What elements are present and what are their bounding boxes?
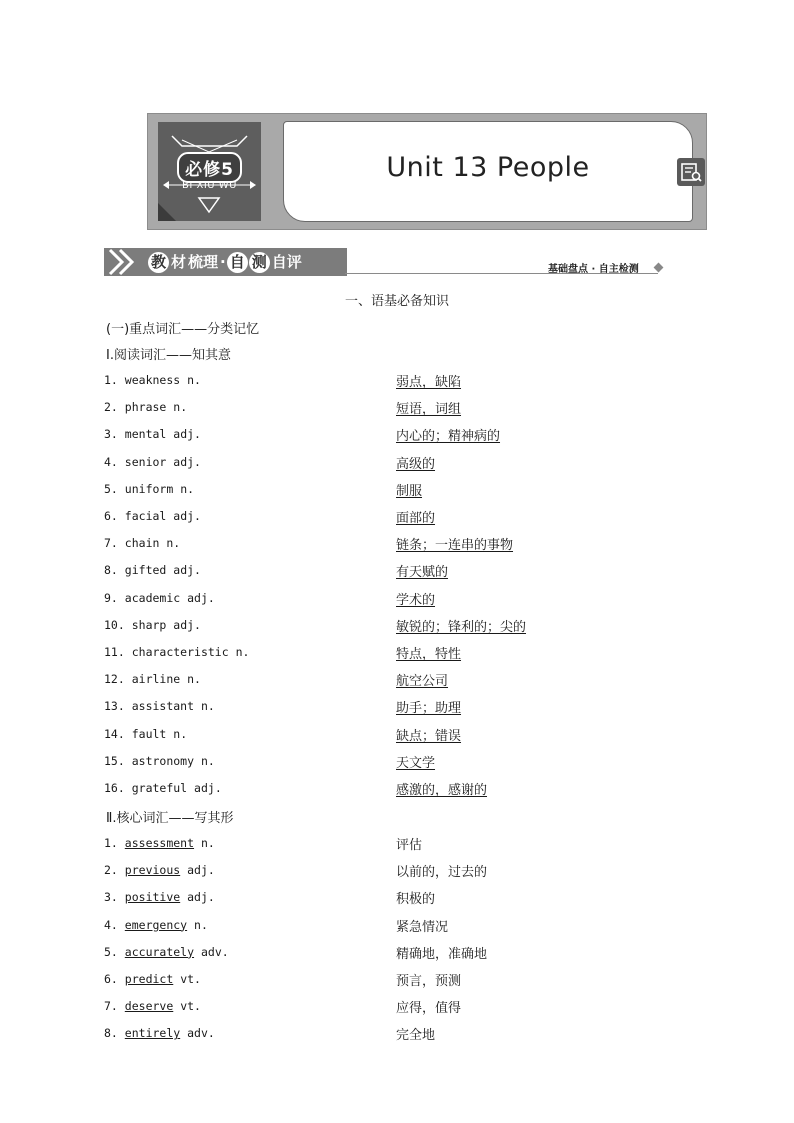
badge-title — [158, 152, 261, 183]
vocab-row — [104, 754, 704, 774]
vocab-row — [104, 918, 704, 938]
vocab-row — [104, 781, 704, 801]
vocab-meaning: 学术的 — [396, 592, 436, 608]
vocab-meaning: 航空公司 — [396, 674, 449, 690]
vocab-part-of-speech: adj. — [187, 890, 215, 905]
vocab-word: accurately — [124, 944, 195, 959]
section-strip-label — [148, 251, 303, 273]
vocab-part-of-speech: vt. — [180, 972, 201, 986]
part1-title: Ⅰ.阅读词汇——知其意 — [106, 348, 231, 363]
vocab-number: 3. — [104, 890, 118, 905]
main-heading: 一、语基必备知识 — [344, 294, 449, 309]
vocab-row — [104, 373, 704, 393]
vocab-word: sharp — [131, 617, 167, 632]
vocab-row — [104, 563, 704, 583]
vocab-part-of-speech: adj. — [173, 563, 201, 578]
vocab-row — [104, 945, 704, 965]
vocab-part-of-speech: n. — [173, 726, 188, 741]
vocab-number: 1. — [104, 373, 118, 387]
vocab-row — [104, 972, 704, 992]
vocab-word: weakness — [124, 373, 181, 387]
vocab-english — [104, 373, 201, 387]
vocab-english — [104, 455, 201, 469]
vocab-meaning: 以前的，过去的 — [396, 865, 488, 881]
vocab-row — [104, 863, 704, 883]
vocab-row — [104, 536, 704, 556]
vocab-row — [104, 890, 704, 910]
vocab-meaning: 评估 — [396, 838, 423, 853]
vocab-row — [104, 618, 704, 638]
strip-label-part: 材 — [171, 253, 187, 271]
vocab-row — [104, 482, 704, 502]
vocab-number: 15. — [104, 753, 125, 768]
vocab-row — [104, 727, 704, 747]
book-search-icon[interactable] — [677, 158, 705, 186]
vocab-part-of-speech: n. — [187, 373, 201, 387]
vocab-number: 12. — [104, 672, 125, 687]
vocab-english — [104, 699, 215, 713]
vocab-meaning: 有天赋的 — [396, 565, 449, 581]
vocab-number: 8. — [104, 1026, 118, 1041]
vocab-english — [104, 863, 215, 877]
vocab-number: 2. — [104, 863, 118, 878]
vocab-number: 4. — [104, 917, 118, 932]
vocab-english — [104, 591, 215, 605]
vocab-part-of-speech: n. — [200, 836, 215, 850]
vocab-part-of-speech: n. — [200, 753, 215, 768]
vocab-part-of-speech: n. — [194, 917, 208, 932]
vocab-english — [104, 836, 215, 850]
vocab-english — [104, 618, 201, 632]
subheading-key-vocabulary: (一)重点词汇——分类记忆 — [106, 322, 260, 337]
vocab-word: predict — [124, 972, 174, 986]
vocab-number: 9. — [104, 590, 118, 605]
vocab-word: entirely — [124, 1026, 181, 1041]
vocab-row — [104, 591, 704, 611]
vocab-number: 6. — [104, 509, 118, 523]
vocab-word: emergency — [124, 917, 188, 932]
strip-label-part: 测 — [249, 252, 270, 273]
vocab-word: airline — [131, 672, 181, 687]
vocab-english — [104, 727, 187, 741]
vocab-word: uniform — [124, 481, 174, 496]
vocab-number: 10. — [104, 617, 125, 632]
part2-title: Ⅱ.核心词汇——写其形 — [106, 811, 234, 826]
vocab-english — [104, 999, 201, 1013]
vocab-row — [104, 427, 704, 447]
vocab-row — [104, 455, 704, 475]
vocab-meaning: 面部的 — [396, 511, 436, 526]
vocab-english — [104, 918, 208, 932]
vocab-part-of-speech: adj. — [173, 617, 201, 632]
vocab-word: fault — [131, 726, 167, 741]
vocab-row — [104, 999, 704, 1019]
vocab-number: 8. — [104, 563, 118, 578]
vocab-meaning: 弱点，缺陷 — [396, 375, 462, 390]
vocab-row — [104, 400, 704, 420]
vocab-part-of-speech: adj. — [173, 509, 201, 523]
vocab-word: senior — [124, 454, 167, 469]
vocab-number: 3. — [104, 427, 118, 442]
vocab-meaning: 精确地，准确地 — [396, 946, 488, 962]
vocab-row — [104, 672, 704, 692]
double-chevron-icon — [104, 248, 144, 276]
vocab-number: 5. — [104, 481, 118, 496]
vocab-english — [104, 945, 229, 959]
vocab-number: 1. — [104, 836, 118, 850]
vocab-part-of-speech: vt. — [180, 999, 201, 1014]
vocab-word: deserve — [124, 999, 174, 1014]
vocab-row — [104, 509, 704, 529]
badge-title-text: 必修5 — [177, 152, 242, 183]
vocab-word: chain — [124, 536, 160, 551]
vocab-number: 7. — [104, 536, 118, 551]
vocab-part-of-speech: adj. — [187, 863, 215, 878]
vocab-meaning: 完全地 — [396, 1028, 436, 1044]
strip-label-part: 梳理 — [188, 253, 219, 271]
vocab-word: phrase — [124, 400, 167, 415]
vocab-meaning: 积极的 — [396, 892, 436, 908]
vocab-meaning: 助手；助理 — [396, 701, 462, 717]
vocab-word: assistant — [131, 699, 195, 714]
vocab-number: 11. — [104, 645, 125, 659]
vocab-word: gifted — [124, 563, 167, 578]
vocab-english — [104, 563, 201, 577]
vocab-part-of-speech: n. — [187, 672, 201, 687]
vocab-number: 2. — [104, 400, 118, 415]
vocab-english — [104, 781, 222, 795]
vocab-word: mental — [124, 427, 167, 442]
vocab-number: 4. — [104, 454, 118, 469]
vocab-english — [104, 400, 187, 414]
vocab-number: 16. — [104, 781, 125, 795]
vocab-meaning: 预言，预测 — [396, 974, 462, 989]
vocab-word: facial — [124, 509, 167, 523]
vocab-part-of-speech: adj. — [173, 427, 201, 442]
vocab-meaning: 敏锐的；锋利的；尖的 — [396, 619, 527, 635]
strip-label-part: 教 — [148, 252, 169, 273]
vocab-meaning: 链条；一连串的事物 — [396, 538, 514, 554]
vocab-row — [104, 699, 704, 719]
vocab-number: 6. — [104, 972, 118, 986]
vocab-word: academic — [124, 590, 181, 605]
vocab-english — [104, 645, 249, 659]
badge-subtitle: BI XIU WU — [182, 180, 237, 191]
vocab-row — [104, 645, 704, 665]
vocab-part-of-speech: n. — [166, 536, 181, 551]
vocab-part-of-speech: adj. — [173, 454, 201, 469]
vocab-meaning: 高级的 — [396, 456, 436, 472]
unit-title: Unit 13 People — [386, 152, 590, 183]
vocab-word: grateful — [131, 781, 188, 795]
vocab-english — [104, 509, 201, 523]
vocab-part-of-speech: adv. — [187, 1026, 215, 1041]
strip-label-part: 自评 — [271, 253, 302, 271]
diamond-icon — [654, 263, 664, 273]
vocab-meaning: 特点，特性 — [396, 647, 462, 662]
vocab-row — [104, 1026, 704, 1046]
vocab-part-of-speech: n. — [235, 645, 250, 659]
vocab-english — [104, 890, 215, 904]
vocab-meaning: 感激的，感谢的 — [396, 783, 488, 798]
vocab-part-of-speech: n. — [180, 481, 195, 496]
vocab-part-of-speech: adj. — [187, 590, 215, 605]
vocab-part-of-speech: adv. — [200, 944, 229, 959]
vocab-number: 5. — [104, 944, 118, 959]
vocab-number: 7. — [104, 999, 118, 1014]
vocab-english — [104, 482, 194, 496]
badge-fold-corner — [158, 203, 176, 221]
vocab-word: previous — [124, 863, 181, 878]
vocab-meaning: 短语，词组 — [396, 402, 462, 418]
vocab-part-of-speech: n. — [200, 699, 215, 714]
vocab-word: astronomy — [131, 753, 195, 768]
vocab-number: 13. — [104, 699, 125, 714]
vocab-number: 14. — [104, 726, 125, 741]
vocab-english — [104, 1026, 215, 1040]
vocab-part-of-speech: adj. — [194, 781, 222, 795]
vocab-meaning: 天文学 — [396, 755, 436, 771]
vocab-english — [104, 427, 201, 441]
vocab-english — [104, 536, 180, 550]
vocab-english — [104, 754, 215, 768]
section-strip-right-text: 基础盘点 · 自主检测 — [548, 264, 639, 275]
vocab-row — [104, 836, 704, 856]
vocab-word: positive — [124, 890, 181, 905]
vocab-meaning: 内心的；精神病的 — [396, 429, 501, 445]
vocab-meaning: 缺点；错误 — [396, 728, 462, 744]
vocab-english — [104, 672, 201, 686]
vocab-part-of-speech: n. — [173, 400, 188, 415]
vocab-meaning: 制服 — [396, 483, 423, 499]
strip-label-part: · — [220, 253, 226, 271]
vocab-word: characteristic — [131, 645, 229, 659]
vocab-meaning: 紧急情况 — [396, 919, 449, 935]
strip-label-part: 自 — [227, 252, 248, 273]
vocab-english — [104, 972, 201, 986]
vocab-meaning: 应得，值得 — [396, 1001, 462, 1017]
vocab-word: assessment — [124, 836, 195, 850]
